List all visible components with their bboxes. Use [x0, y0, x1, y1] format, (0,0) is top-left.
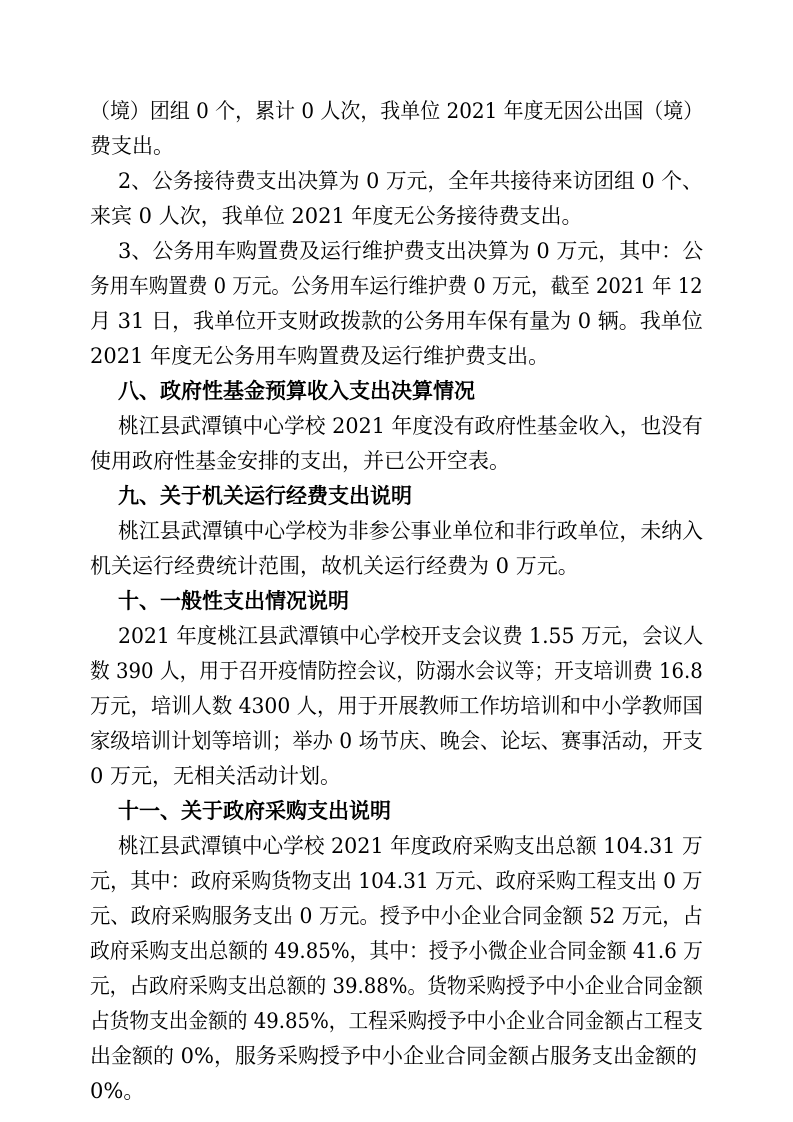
text: 来宾 0 人次，我单位 2021 年度无公务接待费支出。: [90, 204, 583, 228]
text: 桃江县武潭镇中心学校为非参公事业单位和非行政单位，未纳入: [118, 519, 704, 543]
paragraph-line: [0, 618, 793, 654]
text: 家级培训计划等培训；举办 0 场节庆、晚会、论坛、赛事活动，开支: [90, 729, 703, 753]
paragraph-line: [0, 548, 793, 584]
text: 费支出。: [90, 134, 174, 158]
text: 务用车购置费 0 万元。公务用车运行维护费 0 万元，截至 2021 年 12: [90, 274, 703, 298]
text: 元，其中：政府采购货物支出 104.31 万元、政府采购工程支出 0 万: [90, 869, 703, 893]
text: 政府采购支出总额的 49.85%，其中：授予小微企业合同金额 41.6 万: [90, 939, 703, 963]
text: 出金额的 0%，服务采购授予中小企业合同金额占服务支出金额的: [90, 1044, 697, 1068]
section-heading: [0, 478, 793, 514]
paragraph-line: [0, 898, 793, 934]
text: 2021 年度无公务用车购置费及运行维护费支出。: [90, 344, 550, 368]
paragraph-line: [0, 653, 793, 689]
paragraph-line: [0, 408, 793, 444]
paragraph-line: [0, 268, 793, 304]
section-heading: [0, 373, 793, 409]
paragraph-line: [0, 198, 793, 234]
text: 月 31 日，我单位开支财政拨款的公务用车保有量为 0 辆。我单位: [90, 309, 703, 333]
text: 数 390 人，用于召开疫情防控会议，防溺水会议等；开支培训费 16.8: [90, 659, 703, 683]
paragraph-line: [0, 723, 793, 759]
text: 2、公务接待费支出决算为 0 万元，全年共接待来访团组 0 个、: [118, 169, 703, 193]
paragraph-line: [0, 443, 793, 479]
text: 3、公务用车购置费及运行维护费支出决算为 0 万元，其中：公: [118, 239, 704, 263]
paragraph-line: [0, 233, 793, 269]
heading-text: 九、关于机关运行经费支出说明: [118, 484, 412, 508]
section-heading: [0, 793, 793, 829]
text: 元，占政府采购支出总额的 39.88%。货物采购授予中小企业合同金额: [90, 974, 703, 998]
text: 桃江县武潭镇中心学校 2021 年度没有政府性基金收入，也没有: [118, 414, 703, 438]
text: 使用政府性基金安排的支出，并已公开空表。: [90, 449, 510, 473]
section-heading: [0, 583, 793, 619]
text: 机关运行经费统计范围，故机关运行经费为 0 万元。: [90, 554, 579, 578]
paragraph-line: [0, 828, 793, 864]
paragraph-line: [0, 1003, 793, 1039]
paragraph-line: [0, 968, 793, 1004]
paragraph-line: [0, 688, 793, 724]
paragraph-line: [0, 128, 793, 164]
text: 占货物支出金额的 49.85%，工程采购授予中小企业合同金额占工程支: [90, 1009, 703, 1033]
paragraph-line: [0, 338, 793, 374]
text: 元、政府采购服务支出 0 万元。授予中小企业合同金额 52 万元，占: [90, 904, 703, 928]
text: 0 万元，无相关活动计划。: [90, 764, 342, 788]
paragraph-line: [0, 1038, 793, 1074]
text: 2021 年度桃江县武潭镇中心学校开支会议费 1.55 万元，会议人: [118, 624, 704, 648]
text: 万元，培训人数 4300 人，用于开展教师工作坊培训和中小学教师国: [90, 694, 703, 718]
heading-text: 十、一般性支出情况说明: [118, 589, 349, 613]
paragraph-line: [0, 163, 793, 199]
heading-text: 八、政府性基金预算收入支出决算情况: [118, 379, 475, 403]
paragraph-line: [0, 1073, 793, 1109]
paragraph-line: [0, 933, 793, 969]
heading-text: 十一、关于政府采购支出说明: [118, 799, 391, 823]
paragraph-line: [0, 863, 793, 899]
paragraph-line: [0, 303, 793, 339]
paragraph-line: [0, 758, 793, 794]
text: 0%。: [90, 1079, 145, 1103]
paragraph-line: [0, 513, 793, 549]
text: 桃江县武潭镇中心学校 2021 年度政府采购支出总额 104.31 万: [118, 834, 703, 858]
text: （境）团组 0 个，累计 0 人次，我单位 2021 年度无因公出国（境）: [90, 99, 704, 123]
paragraph-line: [0, 93, 793, 129]
